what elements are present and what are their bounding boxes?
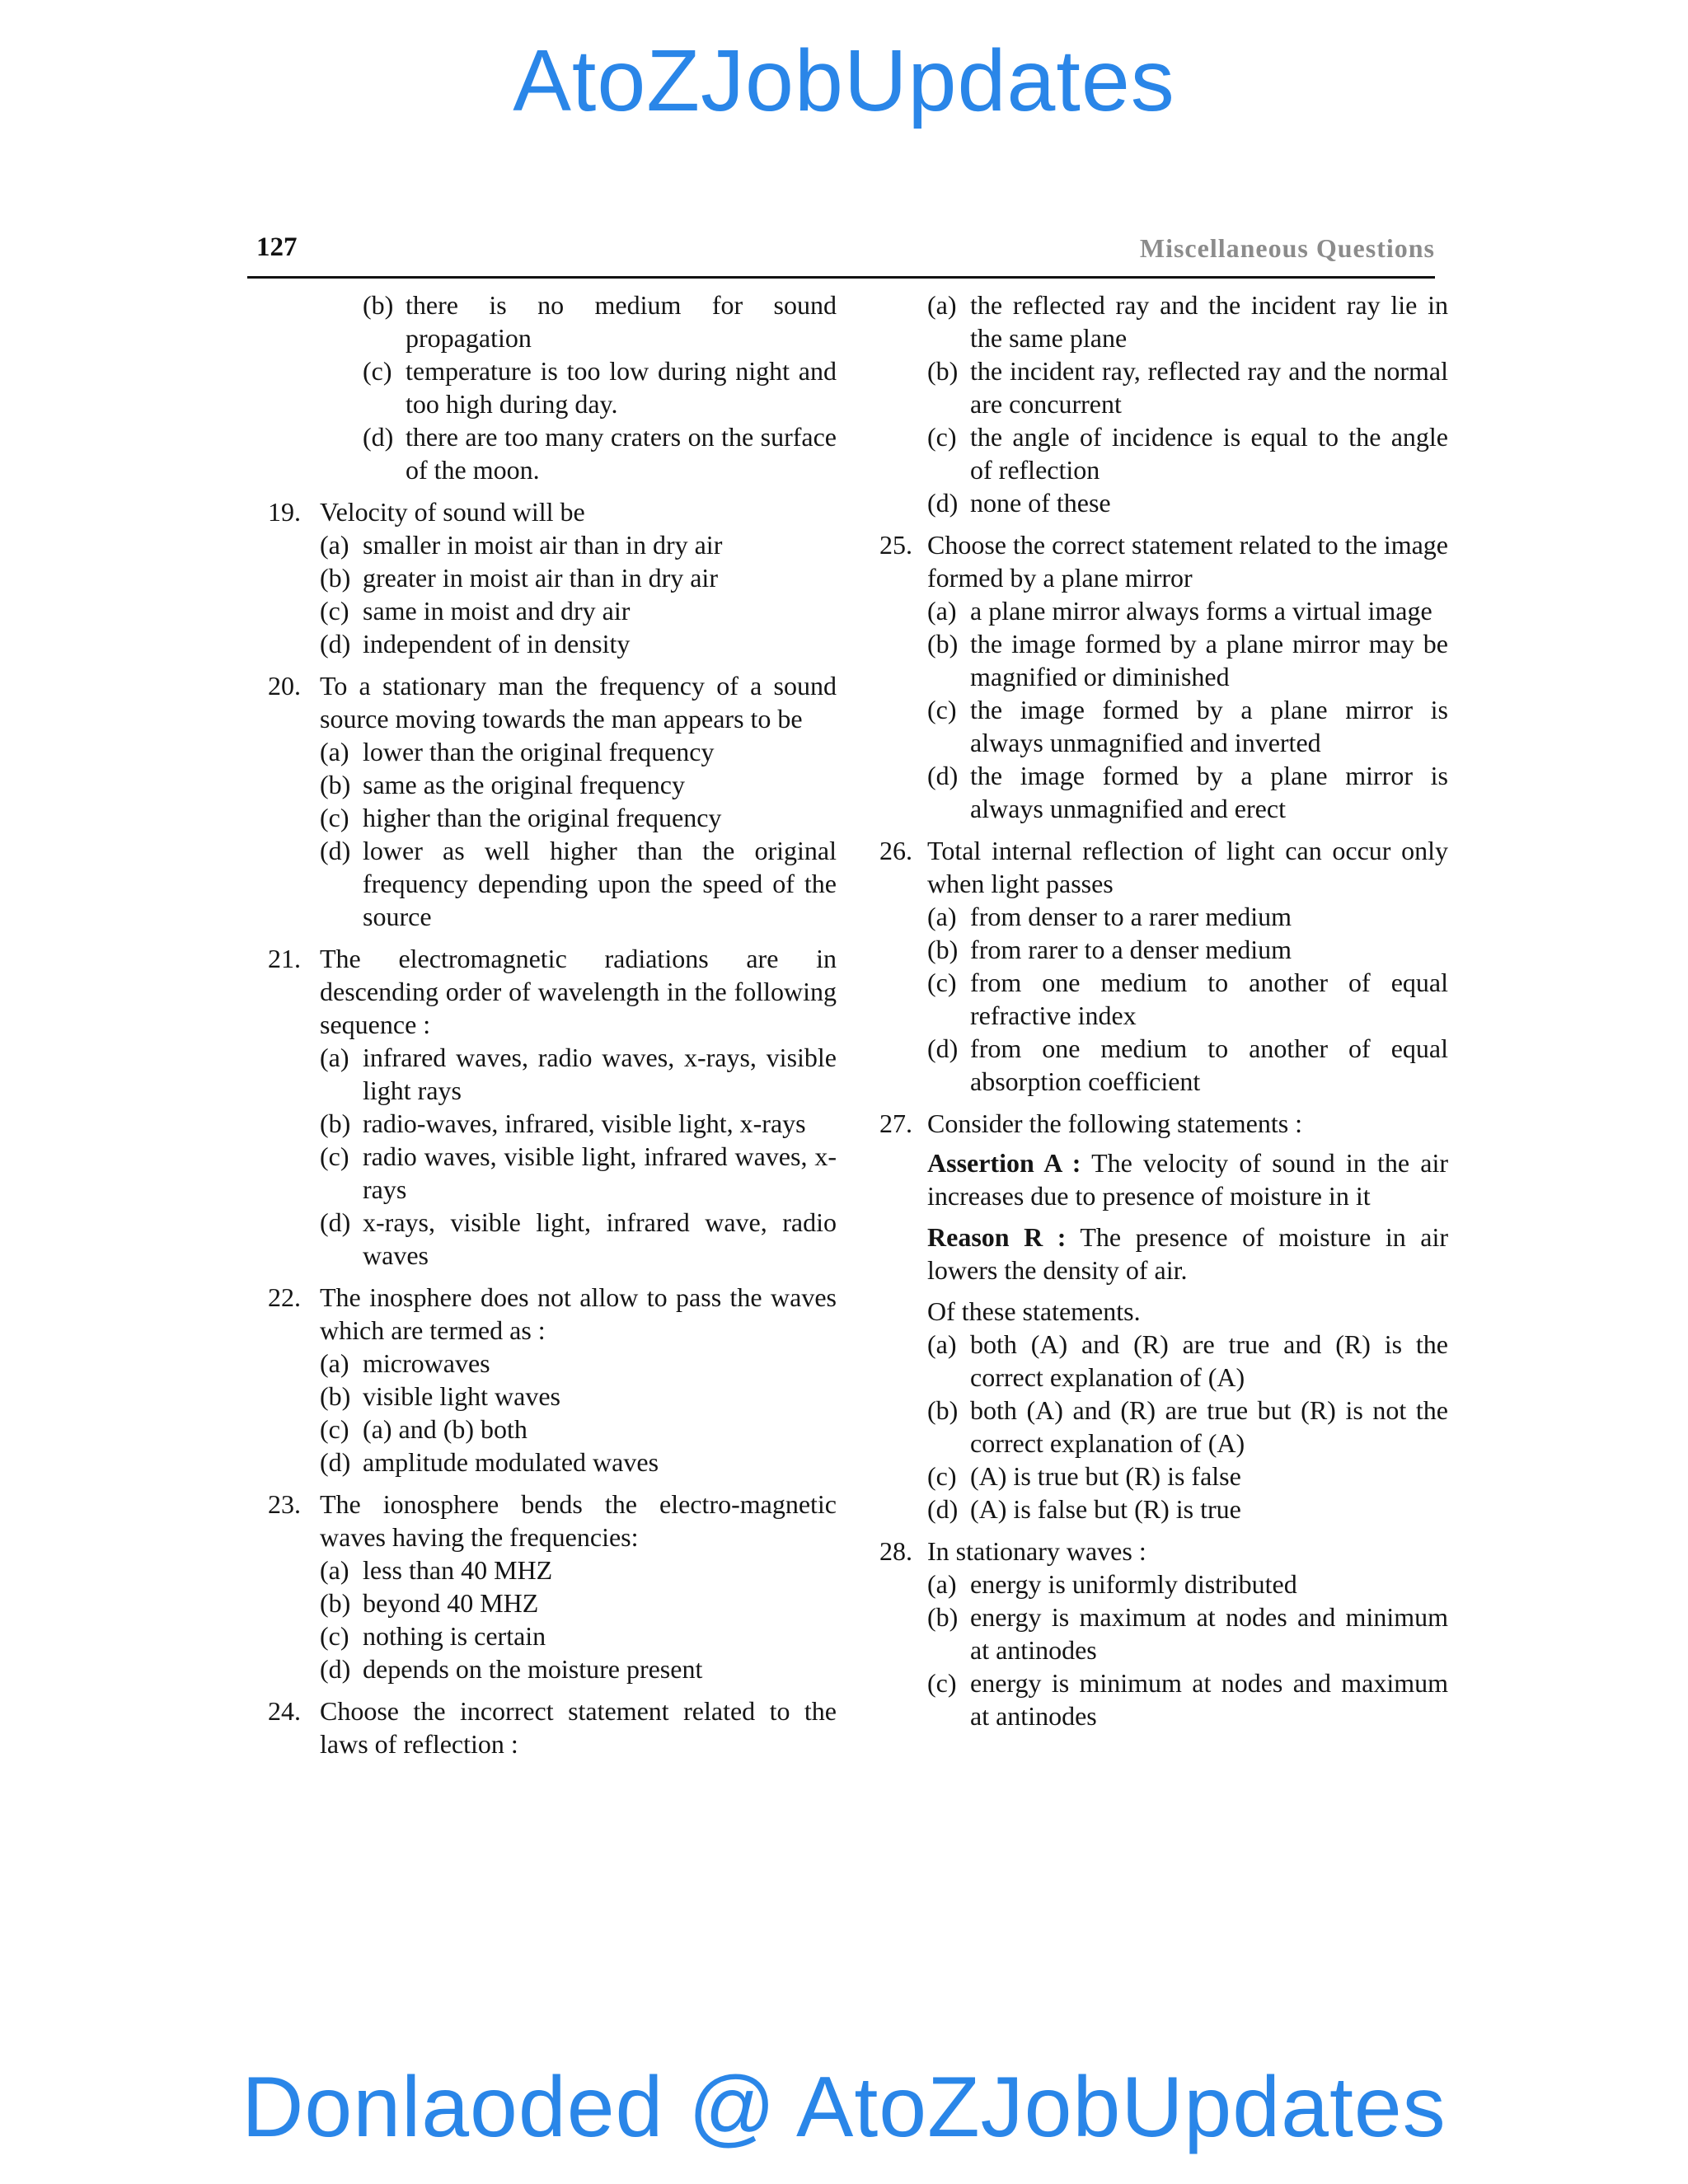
option-25b: (b) the image formed by a plane mirror may be magnified or diminished xyxy=(927,629,1448,691)
option-23c: (c) nothing is certain xyxy=(320,1621,546,1651)
option-23a: (a) less than 40 MHZ xyxy=(320,1555,553,1585)
option-24a: (a) the reflected ray and the incident ray lie in the same plane xyxy=(927,290,1448,353)
option-19d: (d) independent of in density xyxy=(320,629,631,658)
question-21-stem: The electromagnetic radiations are in descending order of wavelength in the following sequence : xyxy=(320,944,837,1039)
of-these-statements: Of these statements. xyxy=(927,1296,1141,1326)
option-21b: (b) radio-waves, infrared, visible light, x-rays xyxy=(320,1108,806,1138)
option-28a: (a) energy is uniformly distributed xyxy=(927,1569,1297,1599)
page-number: 127 xyxy=(256,232,298,262)
option-24d: (d) none of these xyxy=(927,488,1111,518)
option-28b: (b) energy is maximum at nodes and minimum at antinodes xyxy=(927,1602,1448,1665)
option-20b: (b) same as the original frequency xyxy=(320,770,685,799)
option-18d: (d) there are too many craters on the surface of the moon. xyxy=(363,422,837,485)
question-27: 27. Consider the following statements : Assertion A : The velocity of sound in the air increases due to presence of moisture in it Reason R : The presence of moisture in air lowers the density of air. Of these statements. (a) both (A) and (R) are true and (R) is the correct explanation of (A) (b) both (A) and (R) are true but (R) is not the correct explanation of (A) (c) (A) is true but (R) is false (d) (A) is false but (R) is true xyxy=(879,1108,1449,1524)
question-28: 28. In stationary waves : (a) energy is uniformly distributed (b) energy is maximum at nodes and minimum at antinodes (c) energy is minimum at nodes and maximum at antinodes xyxy=(879,1536,1448,1731)
option-21a: (a) infrared waves, radio waves, x-rays, visible light rays xyxy=(320,1043,837,1105)
option-18c: (c) temperature is too low during night and too high during day. xyxy=(363,356,837,419)
option-21d: (d) x-rays, visible light, infrared wave, radio waves xyxy=(320,1207,837,1270)
option-20a: (a) lower than the original frequency xyxy=(320,737,715,766)
question-23: 23. The ionosphere bends the electro-magnetic waves having the frequencies: (a) less than 40 MHZ (b) beyond 40 MHZ (c) nothing is certain (d) depends on the moisture present xyxy=(268,1489,837,1684)
option-19a: (a) smaller in moist air than in dry air xyxy=(320,530,723,560)
question-21: 21. The electromagnetic radiations are in descending order of wavelength in the following sequence : (a) infrared waves, radio waves, x-rays, visible light rays (b) radio-waves, infrared, visible light, x-rays (c) radio waves, visible light, infrared waves, x-rays (d) x-rays, visible light, infrared wave, radio waves xyxy=(268,944,837,1270)
option-23b: (b) beyond 40 MHZ xyxy=(320,1588,539,1618)
option-26d: (d) from one medium to another of equal absorption coefficient xyxy=(927,1033,1448,1096)
option-25c: (c) the image formed by a plane mirror is always unmagnified and inverted xyxy=(927,695,1448,757)
option-21c: (c) radio waves, visible light, infrared waves, x-rays xyxy=(320,1141,837,1204)
question-28-stem: In stationary waves : xyxy=(927,1536,1146,1566)
option-26c: (c) from one medium to another of equal refractive index xyxy=(927,968,1448,1030)
option-22d: (d) amplitude modulated waves xyxy=(320,1447,659,1477)
option-27b: (b) both (A) and (R) are true but (R) is not the correct explanation of (A) xyxy=(927,1395,1448,1458)
question-24-continued xyxy=(879,288,1448,519)
option-27d: (d) (A) is false but (R) is true xyxy=(927,1494,1241,1524)
section-title: Miscellaneous Questions xyxy=(1139,233,1435,263)
option-18b: (b) there is no medium for sound propagation xyxy=(363,290,837,353)
question-26: 26. Total internal reflection of light can occur only when light passes (a) from denser to a rarer medium (b) from rarer to a denser medium (c) from one medium to another of equal refractive index (d) from one medium to another of equal absorption coefficient xyxy=(879,836,1448,1096)
question-22: 22. The inosphere does not allow to pass the waves which are termed as : (a) microwaves (b) visible light waves (c) (a) and (b) both (d) amplitude modulated waves xyxy=(268,1282,837,1477)
option-20c: (c) higher than the original frequency xyxy=(320,803,722,832)
question-27-stem: Consider the following statements : xyxy=(927,1108,1303,1138)
question-26-stem: Total internal reflection of light can occur only when light passes xyxy=(927,836,1448,898)
question-23-stem: The ionosphere bends the electro-magnetic waves having the frequencies: xyxy=(320,1489,837,1552)
option-20d: (d) lower as well higher than the original frequency depending upon the speed of the source xyxy=(320,836,837,931)
option-22c: (c) (a) and (b) both xyxy=(320,1414,528,1444)
question-24-stem: Choose the incorrect statement related to the laws of reflection : xyxy=(320,1696,837,1759)
option-27a: (a) both (A) and (R) are true and (R) is the correct explanation of (A) xyxy=(927,1329,1448,1392)
question-22-stem: The inosphere does not allow to pass the waves which are termed as : xyxy=(320,1282,837,1345)
option-28c: (c) energy is minimum at nodes and maximum at antinodes xyxy=(927,1668,1448,1731)
option-25a: (a) a plane mirror always forms a virtual image xyxy=(927,596,1432,626)
question-20: 20. To a stationary man the frequency of a sound source moving towards the man appears to be (a) lower than the original frequency (b) same as the original frequency (c) higher than the original frequency (d) lower as well higher than the original frequency depending upon the speed of the source xyxy=(268,671,837,931)
question-20-stem: To a stationary man the frequency of a sound source moving towards the man appears to be xyxy=(320,671,837,733)
question-18-continued xyxy=(268,288,837,486)
watermark-top: AtoZJobUpdates xyxy=(513,32,1175,129)
watermark-bottom: Donlaoded @ AtoZJobUpdates xyxy=(241,2060,1447,2155)
assertion-statement: Assertion A : The velocity of sound in the air increases due to presence of moisture in it xyxy=(927,1148,1449,1211)
question-19: 19. Velocity of sound will be (a) smaller in moist air than in dry air (b) greater in moist air than in dry air (c) same in moist and dry air (d) independent of in density xyxy=(268,495,837,660)
header-rule xyxy=(247,276,1435,279)
option-19b: (b) greater in moist air than in dry air xyxy=(320,563,718,593)
left-column xyxy=(268,288,837,1769)
option-27c: (c) (A) is true but (R) is false xyxy=(927,1461,1241,1491)
option-25d: (d) the image formed by a plane mirror is always unmagnified and erect xyxy=(927,761,1448,823)
right-column xyxy=(879,288,1448,1741)
option-19c: (c) same in moist and dry air xyxy=(320,596,631,626)
reason-statement: Reason R : The presence of moisture in air lowers the density of air. xyxy=(927,1222,1449,1285)
option-22a: (a) microwaves xyxy=(320,1348,490,1378)
question-25-stem: Choose the correct statement related to the image formed by a plane mirror xyxy=(927,530,1448,593)
option-22b: (b) visible light waves xyxy=(320,1381,560,1411)
option-26b: (b) from rarer to a denser medium xyxy=(927,935,1292,964)
question-25: 25. Choose the correct statement related to the image formed by a plane mirror (a) a plane mirror always forms a virtual image (b) the image formed by a plane mirror may be magnified or diminished (c) the image formed by a plane mirror is always unmagnified and inverted (d) the image formed by a plane mirror is always unmagnified and erect xyxy=(879,530,1448,823)
option-24b: (b) the incident ray, reflected ray and the normal are concurrent xyxy=(927,356,1448,419)
question-19-stem: Velocity of sound will be xyxy=(320,497,585,527)
option-23d: (d) depends on the moisture present xyxy=(320,1654,703,1684)
question-24: 24. Choose the incorrect statement related to the laws of reflection : xyxy=(268,1696,837,1759)
option-24c: (c) the angle of incidence is equal to the angle of reflection xyxy=(927,422,1448,485)
option-26a: (a) from denser to a rarer medium xyxy=(927,902,1292,931)
